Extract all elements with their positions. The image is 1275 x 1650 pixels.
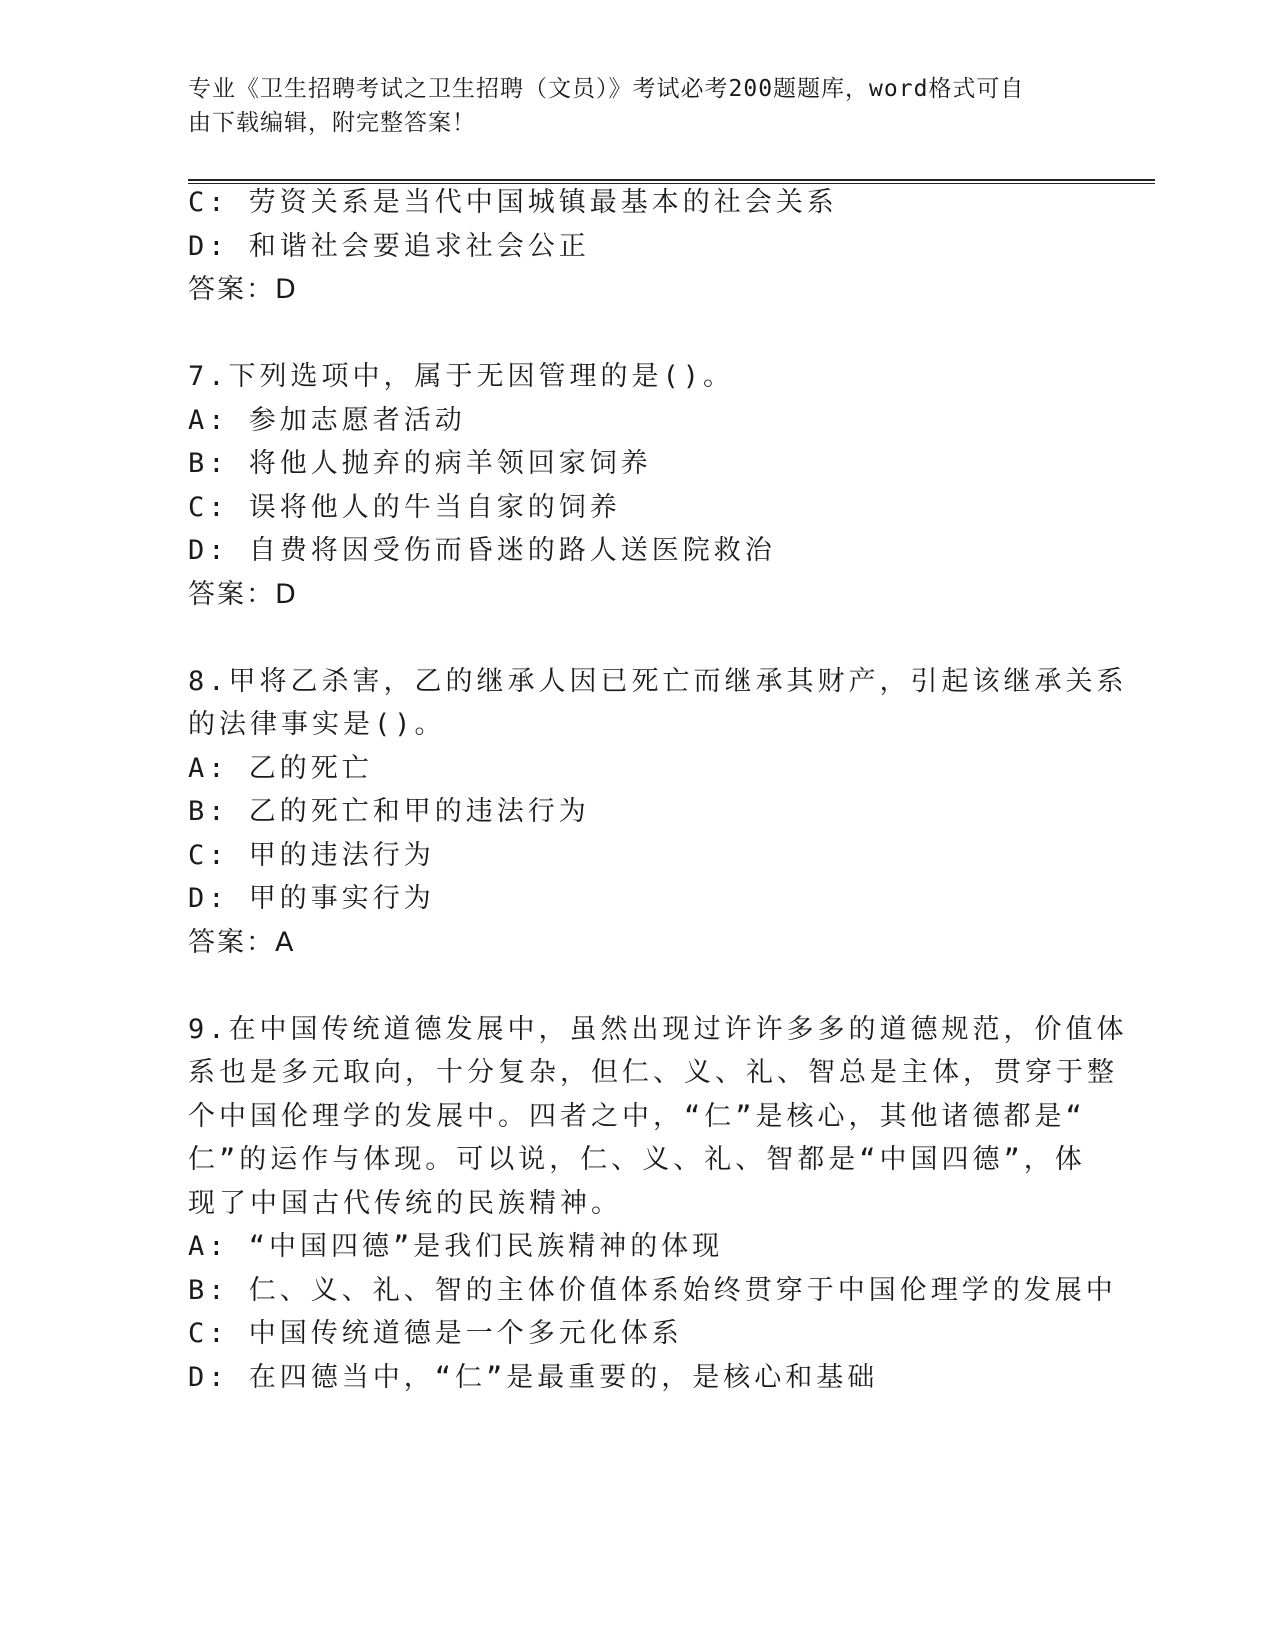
q8-stem-line-1: 8.甲将乙杀害，乙的继承人因已死亡而继承其财产，引起该继承关系 <box>188 666 1128 697</box>
q7-option-b: B: 将他人抛弃的病羊领回家饲养 <box>188 448 652 479</box>
q8-answer: 答案：A <box>188 927 296 958</box>
prev-option-d: D: 和谐社会要追求社会公正 <box>188 231 590 262</box>
q9-stem-line-1: 9.在中国传统道德发展中，虽然出现过许许多多的道德规范，价值体 <box>188 1014 1128 1045</box>
q8-stem-line-2: 的法律事实是()。 <box>188 709 446 740</box>
q8-option-c: C: 甲的违法行为 <box>188 840 435 871</box>
q9-stem-line-5: 现了中国古代传统的民族精神。 <box>188 1188 622 1219</box>
header-line-2: 由下载编辑，附完整答案！ <box>188 110 476 136</box>
document-header <box>188 72 1068 140</box>
q7-option-c: C: 误将他人的牛当自家的饲养 <box>188 492 621 523</box>
q8-option-b: B: 乙的死亡和甲的违法行为 <box>188 796 590 827</box>
q7-option-a: A: 参加志愿者活动 <box>188 405 466 436</box>
prev-option-c: C: 劳资关系是当代中国城镇最基本的社会关系 <box>188 187 838 218</box>
q8-option-d: D: 甲的事实行为 <box>188 883 435 914</box>
q8-option-a: A: 乙的死亡 <box>188 753 373 784</box>
q9-option-c: C: 中国传统道德是一个多元化体系 <box>188 1318 683 1349</box>
q9-stem-line-3: 个中国伦理学的发展中。四者之中，“仁”是核心，其他诸德都是“ <box>188 1101 1086 1132</box>
q9-option-d: D: 在四德当中，“仁”是最重要的，是核心和基础 <box>188 1362 879 1393</box>
q9-option-b: B: 仁、义、礼、智的主体价值体系始终贯穿于中国伦理学的发展中 <box>188 1275 1117 1306</box>
q7-option-d: D: 自费将因受伤而昏迷的路人送医院救治 <box>188 535 776 566</box>
prev-answer: 答案：D <box>188 274 298 305</box>
q7-answer: 答案：D <box>188 579 298 610</box>
header-line-1: 专业《卫生招聘考试之卫生招聘（文员）》考试必考200题题库，word格式可自 <box>188 76 1025 102</box>
q7-stem: 7.下列选项中，属于无因管理的是()。 <box>188 361 735 392</box>
q9-stem-line-4: 仁”的运作与体现。可以说，仁、义、礼、智都是“中国四德”，体 <box>188 1144 1086 1175</box>
q9-option-a: A: “中国四德”是我们民族精神的体现 <box>188 1231 724 1262</box>
q9-stem-line-2: 系也是多元取向，十分复杂，但仁、义、礼、智总是主体，贯穿于整 <box>188 1057 1118 1088</box>
